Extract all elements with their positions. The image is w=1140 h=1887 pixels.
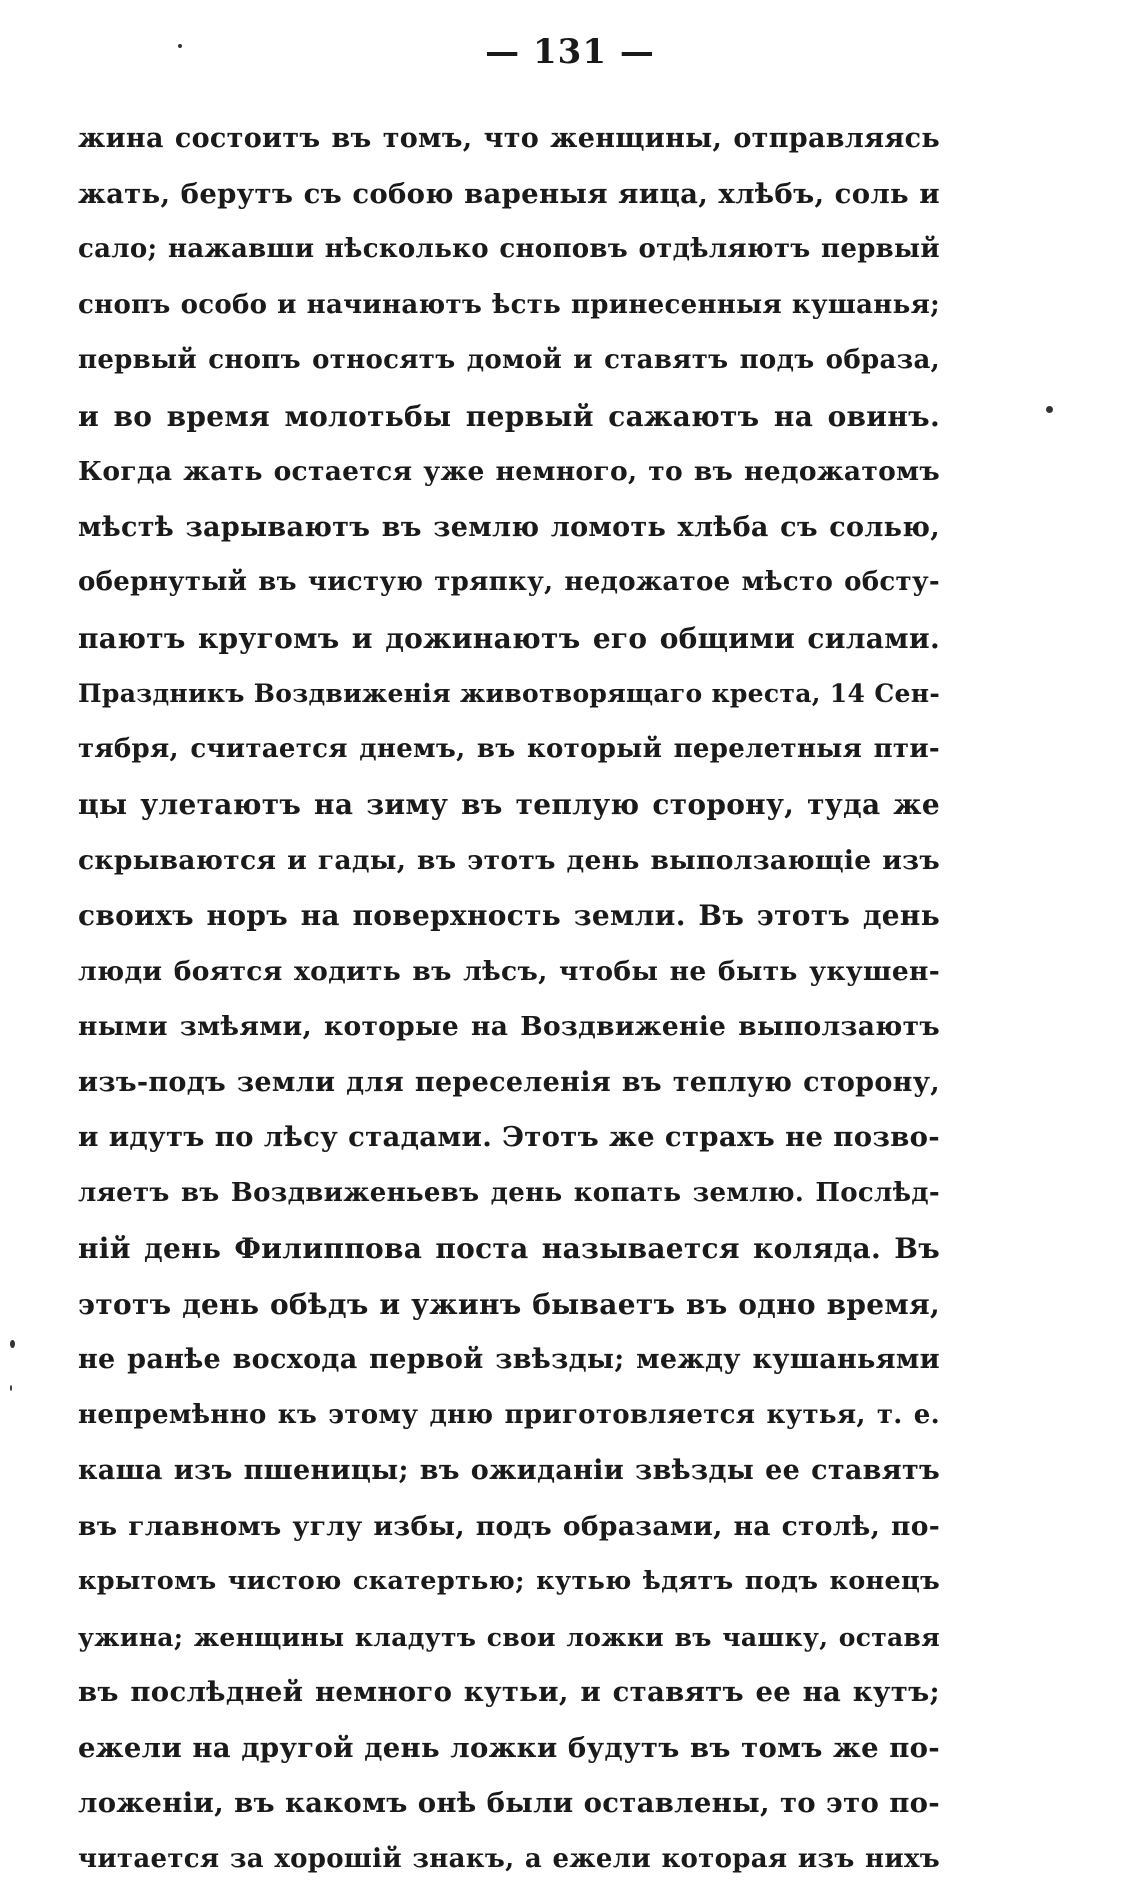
text-line: снопъ особо и начинаютъ ѣсть принесенныя кушанья;	[78, 278, 940, 334]
text-line: въ послѣдней немного кутьи, и ставятъ ее на кутъ;	[78, 1665, 940, 1721]
text-line: не ранѣе восхода первой звѣзды; между кушаньями	[78, 1332, 940, 1388]
text-line: ужина; женщины кладутъ свои ложки въ чашку, оставя	[78, 1610, 940, 1666]
text-line: и идутъ по лѣсу стадами. Этотъ же страхъ не позво-	[78, 1110, 940, 1166]
text-line: ній день Филиппова поста называется коляда. Въ	[78, 1221, 940, 1277]
text-line: жать, берутъ съ собою вареныя яица, хлѣбъ, соль и	[78, 167, 940, 223]
text-line: Когда жать остается уже немного, то въ недожатомъ	[78, 444, 940, 500]
text-line: этотъ день обѣдъ и ужинъ бываетъ въ одно время,	[78, 1277, 940, 1333]
text-line: изъ-подъ земли для переселенія въ теплую сторону,	[78, 1055, 940, 1111]
text-line: Праздникъ Воздвиженія животворящаго креста, 14 Сен-	[78, 666, 940, 722]
text-line: ложеніи, въ какомъ онѣ были оставлены, то это по-	[78, 1776, 940, 1832]
text-line: обернутый въ чистую тряпку, недожатое мѣсто обсту-	[78, 555, 940, 611]
text-line: тября, считается днемъ, въ который перелетныя пти-	[78, 722, 940, 778]
scan-speck	[1046, 406, 1053, 413]
text-line: сало; нажавши нѣсколько сноповъ отдѣляютъ первый	[78, 222, 940, 278]
text-line: первый снопъ относятъ домой и ставятъ подъ образа,	[78, 333, 940, 389]
text-line: ными змѣями, которые на Воздвиженіе выползаютъ	[78, 999, 940, 1055]
text-line: и во время молотьбы первый сажаютъ на овинъ.	[78, 389, 940, 445]
text-line: непремѣнно къ этому дню приготовляется кутья, т. е.	[78, 1388, 940, 1444]
text-line: ежели на другой день ложки будутъ въ томъ же по-	[78, 1721, 940, 1777]
text-line: каша изъ пшеницы; въ ожиданіи звѣзды ее ставятъ	[78, 1443, 940, 1499]
text-line: паютъ кругомъ и дожинаютъ его общими силами.	[78, 611, 940, 667]
text-line: читается за хорошій знакъ, а ежели которая изъ нихъ	[78, 1832, 940, 1887]
text-line: ляетъ въ Воздвиженьевъ день копать землю. Послѣд-	[78, 1166, 940, 1222]
text-line: жина состоитъ въ томъ, что женщины, отправляясь	[78, 111, 940, 167]
scan-speck	[10, 1385, 12, 1391]
body-text	[78, 111, 940, 1887]
page-number: — 131 —	[0, 30, 1140, 74]
text-line: люди боятся ходить въ лѣсъ, чтобы не быть укушен-	[78, 944, 940, 1000]
text-line: скрываются и гады, въ этотъ день выползающіе изъ	[78, 833, 940, 889]
text-line: цы улетаютъ на зиму въ теплую сторону, туда же	[78, 777, 940, 833]
text-line: въ главномъ углу избы, подъ образами, на столѣ, по-	[78, 1499, 940, 1555]
text-line: мѣстѣ зарываютъ въ землю ломоть хлѣба съ солью,	[78, 500, 940, 556]
text-line: своихъ норъ на поверхность земли. Въ этотъ день	[78, 888, 940, 944]
text-line: крытомъ чистою скатертью; кутью ѣдятъ подъ конецъ	[78, 1554, 940, 1610]
scan-speck	[10, 1340, 15, 1348]
scan-speck	[178, 44, 182, 48]
